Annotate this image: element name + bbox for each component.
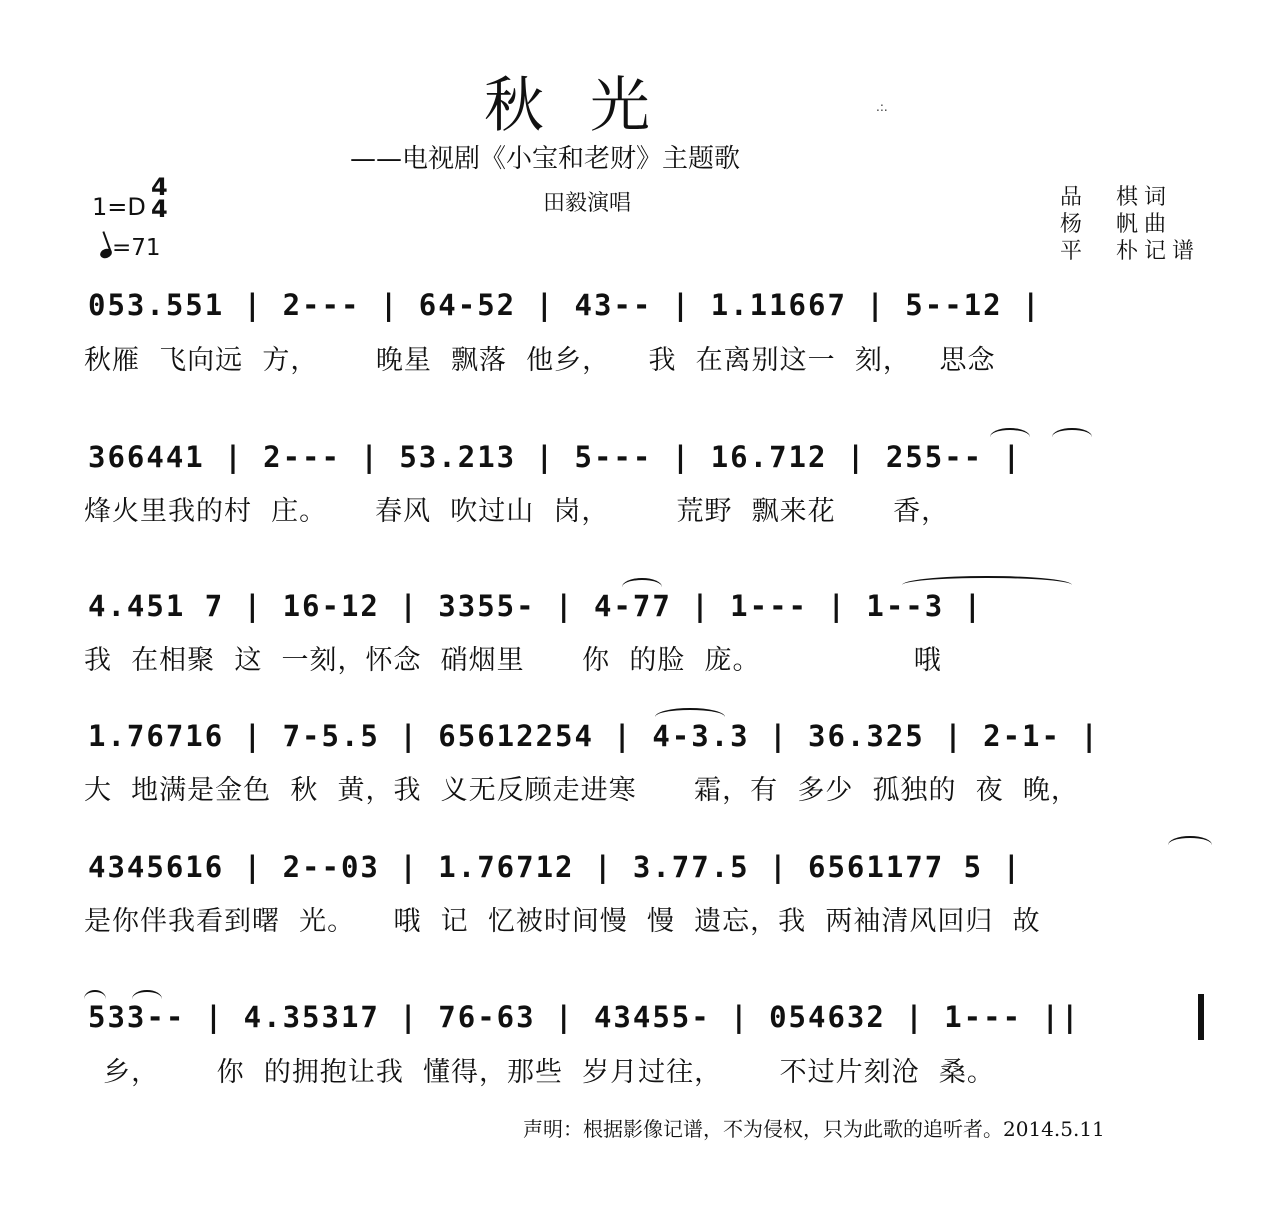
notes-row-6: 533-- | 4.35317 | 76-63 | 43455- | 054632 | 1--- ||	[88, 1000, 1081, 1034]
tie-arc	[902, 576, 1072, 594]
notes-row-5: 4345616 | 2--03 | 1.76712 | 3.77.5 | 6561177 5 |	[88, 850, 1023, 884]
notes-row-3: 4.451 7 | 16-12 | 3355- | 4-77 | 1--- | 1--3 |	[88, 589, 984, 623]
lyrics-row-4: 大 地满是金色 秋 黄，我 义无反顾走进寒 霜，有 多少 孤独的 夜 晚，	[84, 775, 1079, 806]
lyrics-row-5: 是你伴我看到曙 光。 哦 记 忆被时间慢 慢 遗忘，我 两袖清风回归 故	[84, 906, 1041, 937]
lyrics-row-3: 我 在相聚 这 一刻，怀念 硝烟里 你 的脸 庞。 哦	[84, 645, 942, 676]
tempo-value: =71	[112, 235, 161, 261]
tempo-marking	[100, 235, 161, 261]
tie-arc	[132, 990, 162, 1008]
author-credits	[1060, 184, 1200, 265]
composer-credit: 杨 帆曲	[1060, 212, 1173, 237]
lyrics-row-2: 烽火里我的村 庄。 春风 吹过山 岗， 荒野 飘来花 香，	[84, 496, 950, 527]
time-signature-top: 4	[151, 173, 168, 201]
transcriber-credit: 平 朴记谱	[1060, 239, 1201, 264]
tie-arc	[84, 990, 106, 1008]
tie-arc	[655, 708, 725, 726]
key-signature: 1=D	[92, 193, 146, 221]
singer-credit: 田毅演唱	[543, 191, 632, 216]
disclaimer-footer: 声明：根据影像记谱，不为侵权，只为此歌的追听者。2014.5.11	[523, 1117, 1105, 1141]
tie-arc	[1052, 428, 1092, 446]
song-title: 秋光	[484, 71, 696, 141]
tie-arc	[1168, 836, 1212, 854]
lyrics-row-1: 秋雁 飞向远 方， 晚星 飘落 他乡， 我 在离别这一 刻， 思念	[84, 345, 996, 376]
tie-arc	[622, 578, 662, 596]
final-barline	[1198, 994, 1204, 1040]
scan-specks: .:.	[876, 100, 888, 114]
lyrics-row-6: 乡， 你 的拥抱让我 懂得，那些 岁月过往， 不过片刻沧 桑。	[84, 1057, 995, 1088]
time-signature	[151, 173, 168, 223]
notes-row-4: 1.76716 | 7-5.5 | 65612254 | 4-3.3 | 36.325 | 2-1- |	[88, 719, 1100, 753]
time-signature-bottom: 4	[151, 195, 168, 223]
song-subtitle: ——电视剧《小宝和老财》主题歌	[350, 144, 741, 174]
notes-row-2: 366441 | 2--- | 53.213 | 5--- | 16.712 | 255-- |	[88, 440, 1023, 474]
notes-row-1: 053.551 | 2--- | 64-52 | 43-- | 1.11667 | 5--12 |	[88, 288, 1042, 322]
lyricist-credit: 品 棋词	[1060, 185, 1173, 210]
tie-arc	[990, 428, 1030, 446]
